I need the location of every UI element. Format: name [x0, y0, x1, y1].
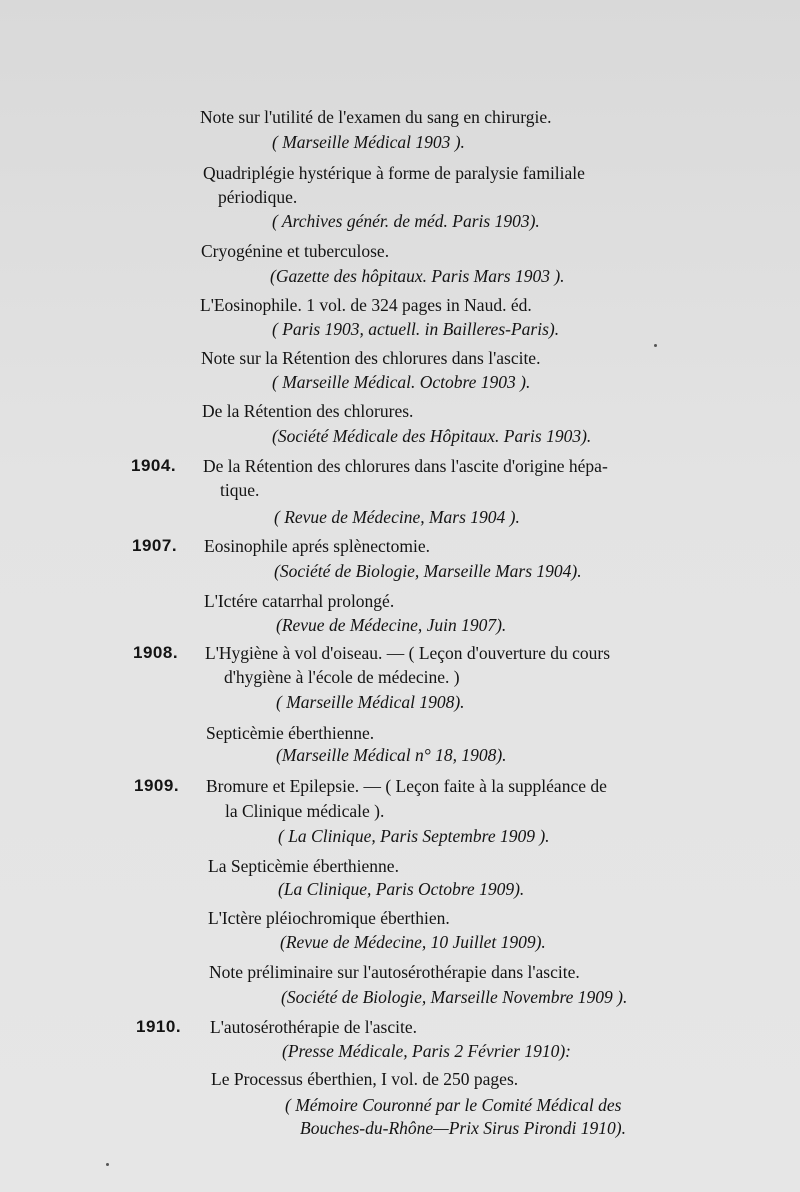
entry-title: Quadriplégie hystérique à forme de paralysie familiale	[203, 163, 585, 183]
entry-title: Eosinophile aprés splènectomie.	[204, 536, 430, 556]
entry-title: De la Rétention des chlorures dans l'ascite d'origine hépa-	[203, 456, 608, 476]
paper-speck	[106, 1163, 109, 1166]
entry-citation: ( Archives génér. de méd. Paris 1903).	[272, 211, 540, 231]
entry-title-continued: tique.	[220, 480, 260, 500]
entry-citation: ( Revue de Médecine, Mars 1904 ).	[274, 507, 520, 527]
entry-title: Bromure et Epilepsie. — ( Leçon faite à la suppléance de	[206, 776, 607, 796]
entry-citation: (Presse Médicale, Paris 2 Février 1910):	[282, 1041, 571, 1061]
entry-citation: ( Paris 1903, actuell. in Bailleres-Paris).	[272, 319, 560, 339]
entry-citation: ( Marseille Médical. Octobre 1903 ).	[272, 372, 531, 392]
entry-title-continued: d'hygiène à l'école de médecine. )	[224, 667, 460, 687]
year-label: 1904.	[131, 456, 177, 475]
entry-citation: ( Marseille Médical 1903 ).	[272, 132, 465, 152]
entry-title-continued: la Clinique médicale ).	[225, 801, 385, 821]
entry-citation-continued: Bouches-du-Rhône—Prix Sirus Pirondi 1910).	[300, 1118, 626, 1138]
entry-citation: (Revue de Médecine, 10 Juillet 1909).	[280, 932, 546, 952]
entry-title: L'Eosinophile. 1 vol. de 324 pages in Naud. éd.	[200, 295, 532, 315]
year-label: 1907.	[132, 536, 178, 555]
entry-citation: ( La Clinique, Paris Septembre 1909 ).	[278, 826, 550, 846]
entry-citation: (Société Médicale des Hôpitaux. Paris 1903).	[272, 426, 592, 446]
entry-title: De la Rétention des chlorures.	[202, 401, 414, 421]
entry-title: Note préliminaire sur l'autosérothérapie dans l'ascite.	[209, 962, 580, 982]
entry-title: Septicèmie éberthienne.	[206, 723, 375, 743]
entry-title: Cryogénine et tuberculose.	[201, 241, 390, 261]
entry-title: Note sur la Rétention des chlorures dans l'ascite.	[201, 348, 541, 368]
entry-title: Note sur l'utilité de l'examen du sang en chirurgie.	[200, 107, 552, 127]
entry-citation: (Société de Biologie, Marseille Novembre 1909 ).	[281, 987, 628, 1007]
entry-citation: (Marseille Médical n° 18, 1908).	[276, 745, 507, 765]
entry-citation: (La Clinique, Paris Octobre 1909).	[278, 879, 525, 899]
entry-title-continued: périodique.	[218, 187, 298, 207]
entry-citation: (Gazette des hôpitaux. Paris Mars 1903 ).	[270, 266, 565, 286]
entry-title: L'Hygiène à vol d'oiseau. — ( Leçon d'ouverture du cours	[205, 643, 611, 663]
entry-citation: (Revue de Médecine, Juin 1907).	[276, 615, 507, 635]
entry-title: L'Ictére catarrhal prolongé.	[204, 591, 395, 611]
entry-title: L'Ictère pléiochromique éberthien.	[208, 908, 450, 928]
entry-citation: ( Mémoire Couronné par le Comité Médical des	[285, 1095, 622, 1115]
year-label: 1909.	[134, 776, 180, 795]
year-label: 1910.	[136, 1017, 182, 1036]
paper-speck	[654, 344, 657, 347]
year-label: 1908.	[133, 643, 179, 662]
entry-title: La Septicèmie éberthienne.	[208, 856, 399, 876]
entry-citation: ( Marseille Médical 1908).	[276, 692, 465, 712]
entry-title: Le Processus éberthien, I vol. de 250 pages.	[211, 1069, 519, 1089]
entry-title: L'autosérothérapie de l'ascite.	[210, 1017, 417, 1037]
entry-citation: (Société de Biologie, Marseille Mars 1904).	[274, 561, 582, 581]
